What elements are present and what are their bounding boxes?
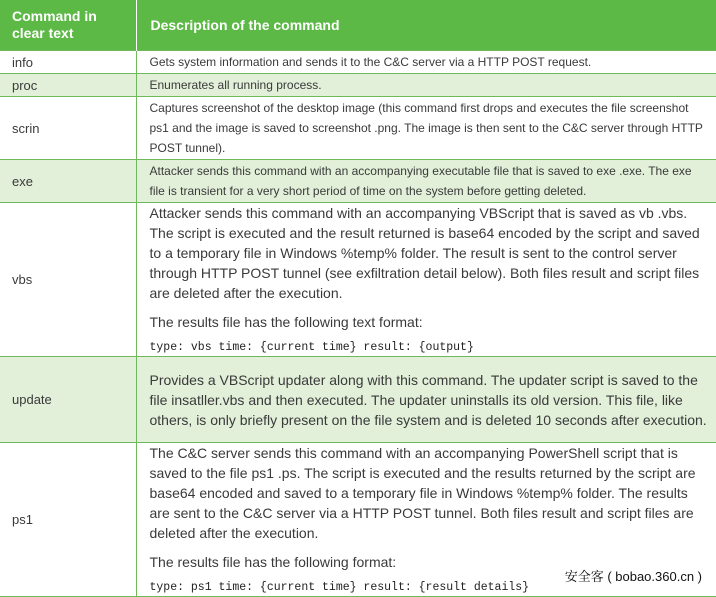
table-row xyxy=(0,203,716,357)
command-cell: update xyxy=(0,357,136,443)
description-cell: Enumerates all running process. xyxy=(136,74,716,97)
description-cell: Captures screenshot of the desktop image (this command first drops and executes the file screenshot ps1 and the image is saved to screenshot .png. The image is then sent to the C&C server through HTTP POST tunnel). xyxy=(136,97,716,160)
format-code: type: ps1 time: {current time} result: {result details} xyxy=(149,581,530,594)
command-cell: vbs xyxy=(0,203,136,357)
table-row xyxy=(0,160,716,203)
description-cell xyxy=(136,203,716,357)
table-row xyxy=(0,51,716,74)
table-header-row xyxy=(0,0,716,51)
command-cell: ps1 xyxy=(0,443,136,597)
command-cell: exe xyxy=(0,160,136,203)
table-row xyxy=(0,74,716,97)
watermark: 安全客 ( bobao.360.cn ) xyxy=(563,566,704,585)
format-intro: The results file has the following text format: xyxy=(149,314,423,330)
format-code: type: vbs time: {current time} result: {output} xyxy=(149,341,474,354)
command-cell: proc xyxy=(0,74,136,97)
description-cell: Gets system information and sends it to the C&C server via a HTTP POST request. xyxy=(136,51,716,74)
description-text: Attacker sends this command with an accompanying VBScript that is saved as vb .vbs. The script is executed and the result returned is base64 encoded by the script and saved to a temporary file in Windows %temp% folder. The result is sent to the control server through HTTP POST tunnel (see exfiltration detail below). Both files result and script files are deleted after the execution. xyxy=(149,205,700,301)
header-description: Description of the command xyxy=(136,0,716,51)
table-row xyxy=(0,357,716,443)
header-command: Command in clear text xyxy=(0,0,136,51)
command-cell: scrin xyxy=(0,97,136,160)
table-row xyxy=(0,97,716,160)
command-cell: info xyxy=(0,51,136,74)
description-cell: Attacker sends this command with an accompanying executable file that is saved to exe .exe. The exe file is transient for a very short period of time on the system before getting deleted. xyxy=(136,160,716,203)
description-text: The C&C server sends this command with an accompanying PowerShell script that is saved to the file ps1 .ps. The script is executed and the results returned by the script are base64 encoded and saved to a temporary file in Windows %temp% folder. The results are sent to the C&C server via a HTTP POST tunnel. Both files result and script files are deleted after the execution. xyxy=(149,445,696,541)
description-cell: Provides a VBScript updater along with this command. The updater script is saved to the file insatller.vbs and then executed. The updater uninstalls its old version. This file, like others, is only briefly present on the file system and is deleted 10 seconds after execution. xyxy=(136,357,716,443)
format-intro: The results file has the following format: xyxy=(149,554,397,570)
